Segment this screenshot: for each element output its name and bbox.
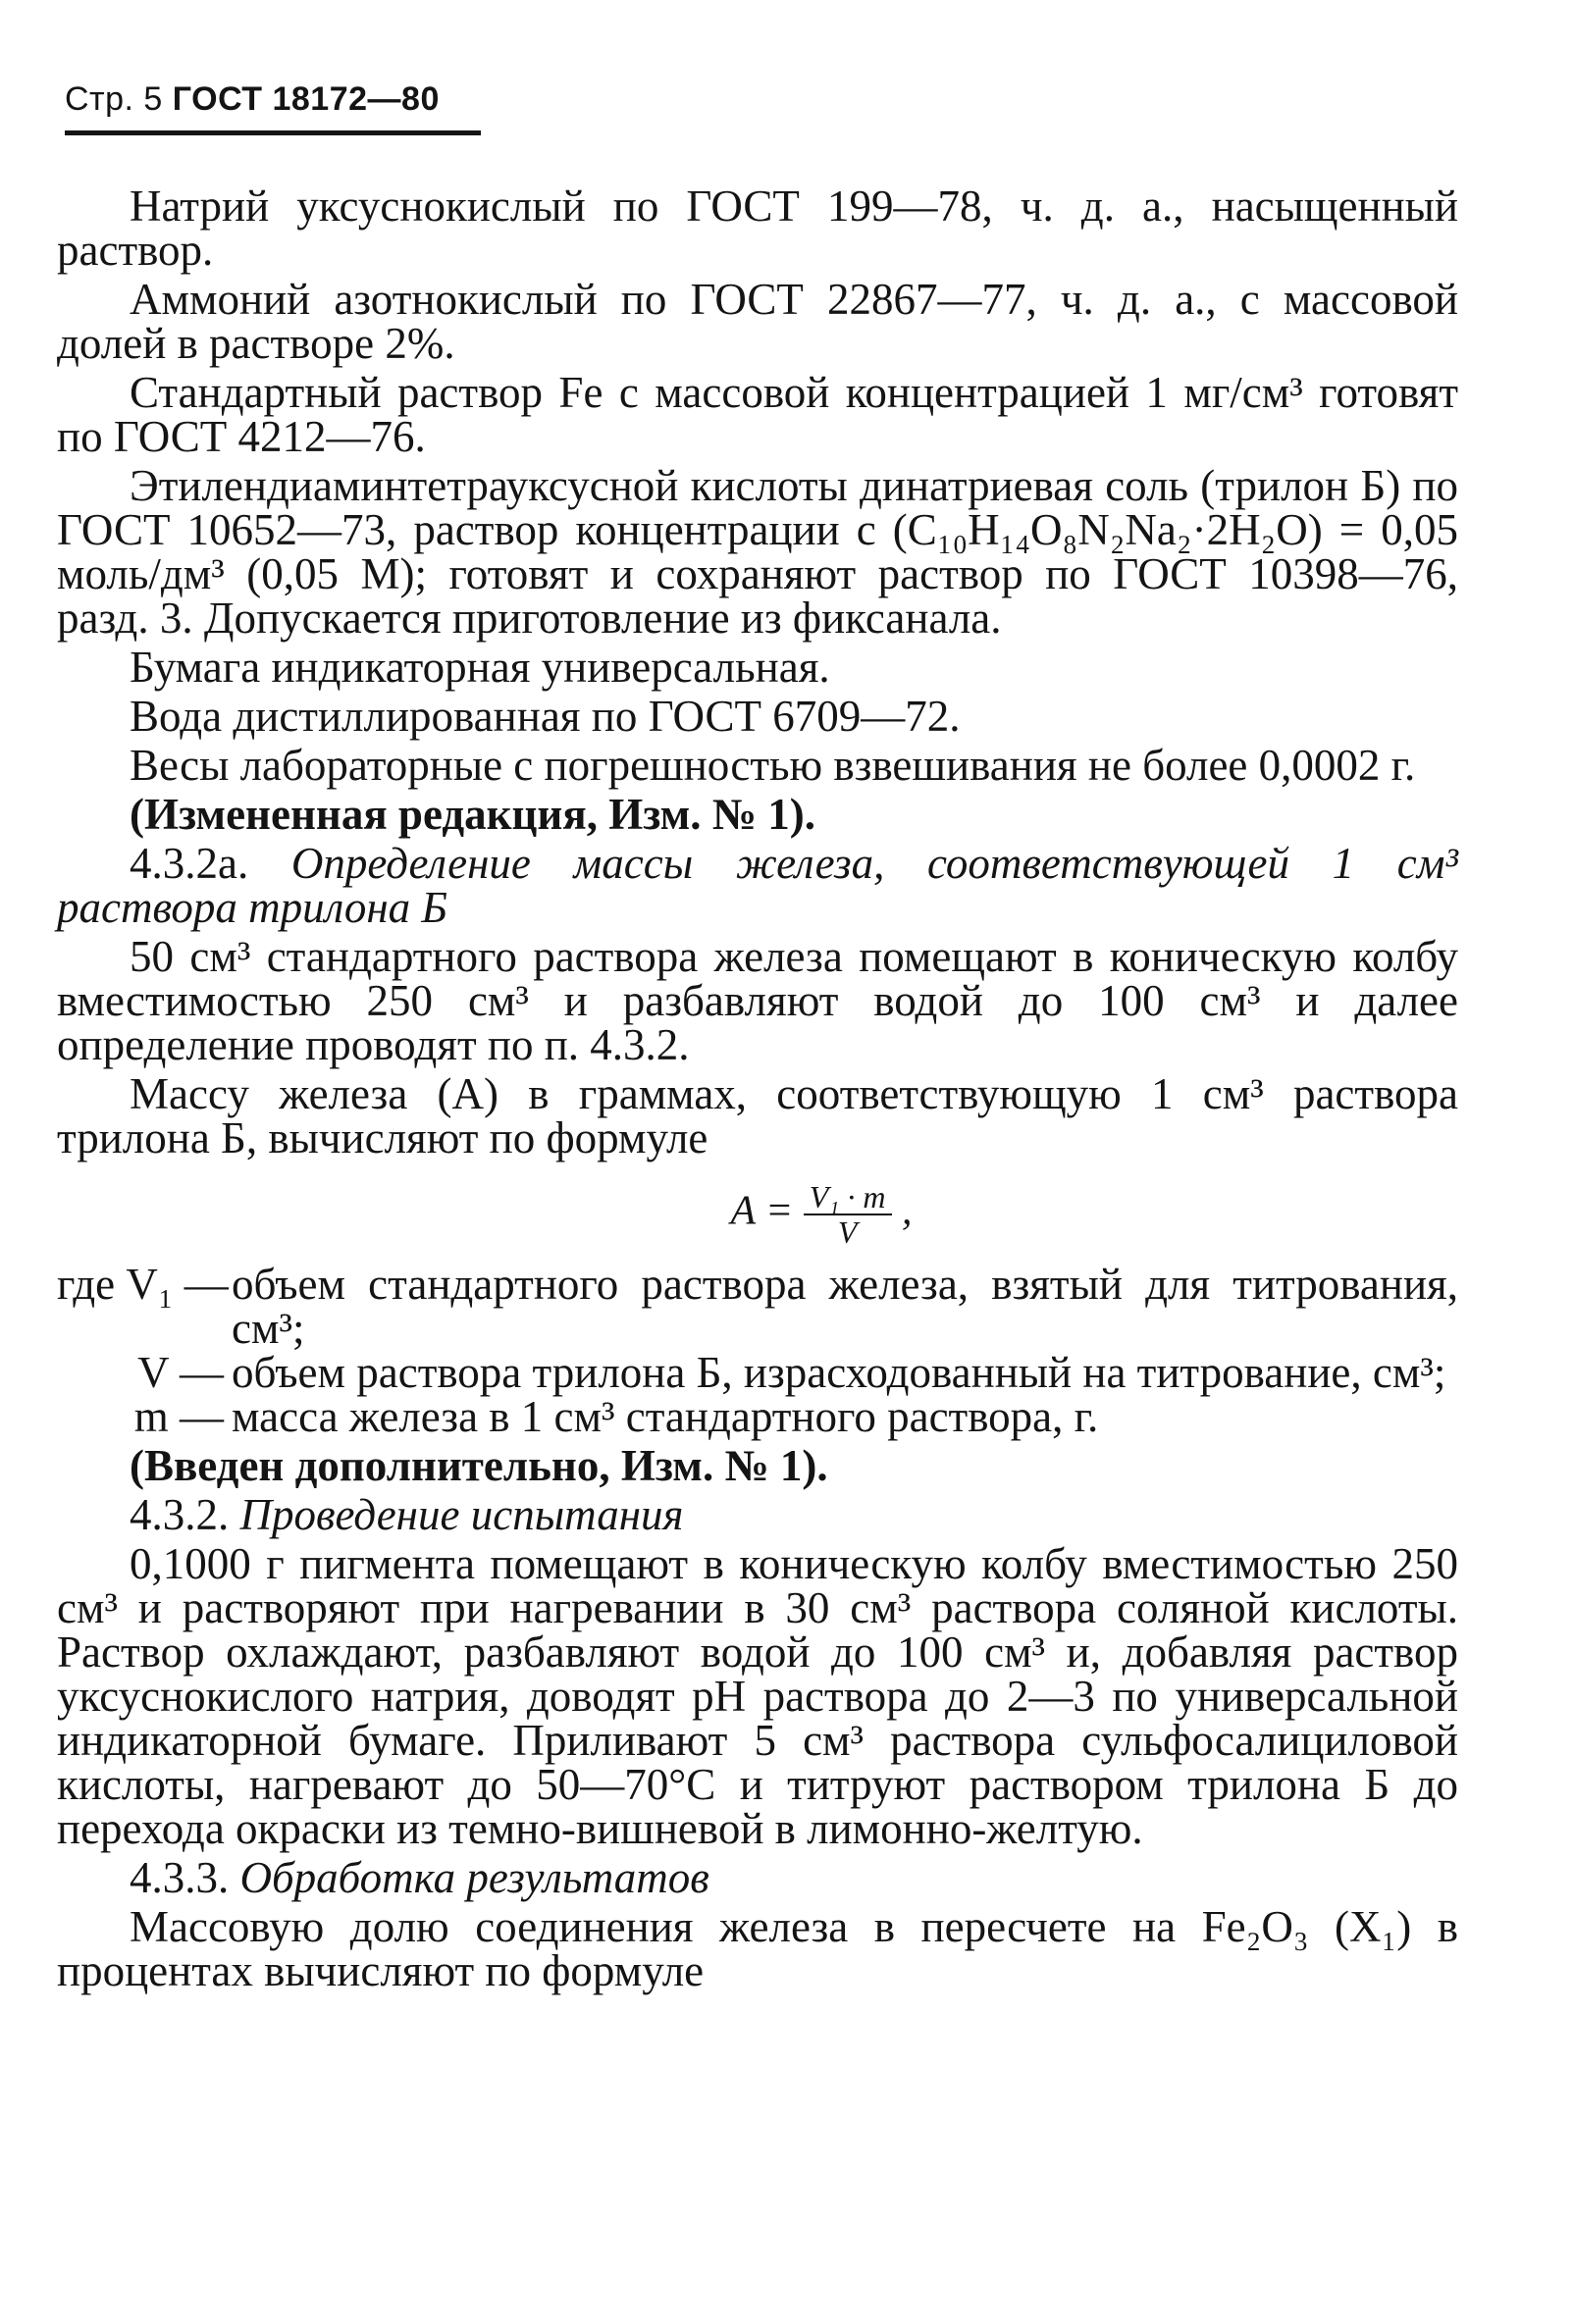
section-4-3-3-heading — [57, 1853, 1458, 1902]
section-4-3-2-title: Проведение испытания — [239, 1490, 684, 1539]
section-4-3-2-number: 4.3.2. — [130, 1490, 230, 1539]
formula-a-tail: , — [902, 1188, 913, 1234]
formula-legend — [57, 1260, 1458, 1441]
formula-a-numerator: V₁ · m — [804, 1180, 892, 1215]
section-4-3-2a-title: Определение массы железа, соответствующей 1 см³ раствора трилона Б — [57, 839, 1458, 932]
reagent-6: Вода дистиллированная по ГОСТ 6709—72. — [130, 692, 961, 741]
legend-row — [57, 1260, 1458, 1353]
section-4-3-2a-text-1: 50 см³ стандартного раствора железа помещают в коническую колбу вместимостью 250 см³ и разбавляют водой до 100 см³ и далее определение проводят по п. 4.3.2. — [57, 932, 1458, 1069]
page-header — [65, 80, 440, 119]
legend-text: объем стандартного раствора железа, взятый для титрования, см³; — [232, 1260, 1458, 1353]
formula-a — [57, 1180, 1458, 1249]
section-4-3-3-title: Обработка результатов — [239, 1853, 709, 1902]
legend-symbol: V — — [137, 1348, 224, 1397]
section-4-3-2a-text-2: Массу железа (A) в граммах, соответствующую 1 см³ раствора трилона Б, вычисляют по формуле — [57, 1069, 1458, 1162]
section-4-3-2-heading — [57, 1490, 1458, 1539]
reagent-4: Этилендиаминтетрауксусной кислоты динатриевая соль (трилон Б) по ГОСТ 10652—73, раствор концентрации с (C₁₀H₁₄O₈N₂Na₂·2H₂O) = 0,05 моль/дм³ (0,05 М); готовят и сохраняют раствор по ГОСТ 10398—76, разд. 3. Допускается приготовление из фиксанала. — [57, 461, 1458, 643]
standard-title: ГОСТ 18172—80 — [172, 80, 440, 118]
formula-a-lhs: A = — [730, 1188, 794, 1234]
legend-row — [57, 1392, 1458, 1441]
reagent-7: Весы лабораторные с погрешностью взвешивания не более 0,0002 г. — [130, 741, 1416, 790]
formula-a-fraction — [804, 1180, 892, 1249]
legend-text: масса железа в 1 см³ стандартного раствора, г. — [232, 1392, 1099, 1441]
amendment-note-1: (Измененная редакция, Изм. № 1). — [130, 790, 816, 839]
reagent-2: Аммоний азотнокислый по ГОСТ 22867—77, ч. д. а., с массовой долей в растворе 2%. — [57, 275, 1458, 368]
formula-a-denominator: V — [837, 1214, 858, 1250]
legend-symbol: где V₁ — — [57, 1260, 229, 1309]
section-4-3-2a-heading — [57, 839, 1458, 932]
section-4-3-3-number: 4.3.3. — [130, 1853, 230, 1902]
header-rule — [65, 130, 481, 135]
reagent-5: Бумага индикаторная универсальная. — [130, 643, 830, 692]
page-number: Стр. 5 — [65, 80, 163, 118]
amendment-note-2: (Введен дополнительно, Изм. № 1). — [130, 1441, 828, 1490]
reagent-1: Натрий уксуснокислый по ГОСТ 199—78, ч. д. а., насыщенный раствор. — [57, 181, 1458, 275]
page-body — [57, 181, 1458, 1995]
reagent-3: Стандартный раствор Fe с массовой концентрацией 1 мг/см³ готовят по ГОСТ 4212—76. — [57, 368, 1458, 461]
section-4-3-2a-number: 4.3.2а. — [130, 839, 249, 888]
legend-symbol: m — — [133, 1392, 224, 1441]
legend-row — [57, 1348, 1458, 1397]
section-4-3-2-text: 0,1000 г пигмента помещают в коническую колбу вместимостью 250 см³ и растворяют при нагревании в 30 см³ раствора соляной кислоты. Раствор охлаждают, разбавляют водой до 100 см³ и, добавляя раствор уксуснокислого натрия, доводят pH раствора до 2—3 по универсальной индикаторной бумаге. Приливают 5 см³ раствора сульфосалициловой кислоты, нагревают до 50—70°С и титруют раствором трилона Б до перехода окраски из темно-вишневой в лимонно-желтую. — [57, 1539, 1458, 1853]
legend-text: объем раствора трилона Б, израсходованный на титрование, см³; — [232, 1348, 1446, 1397]
section-4-3-3-text: Массовую долю соединения железа в пересчете на Fe₂O₃ (X₁) в процентах вычисляют по формуле — [57, 1902, 1458, 1995]
